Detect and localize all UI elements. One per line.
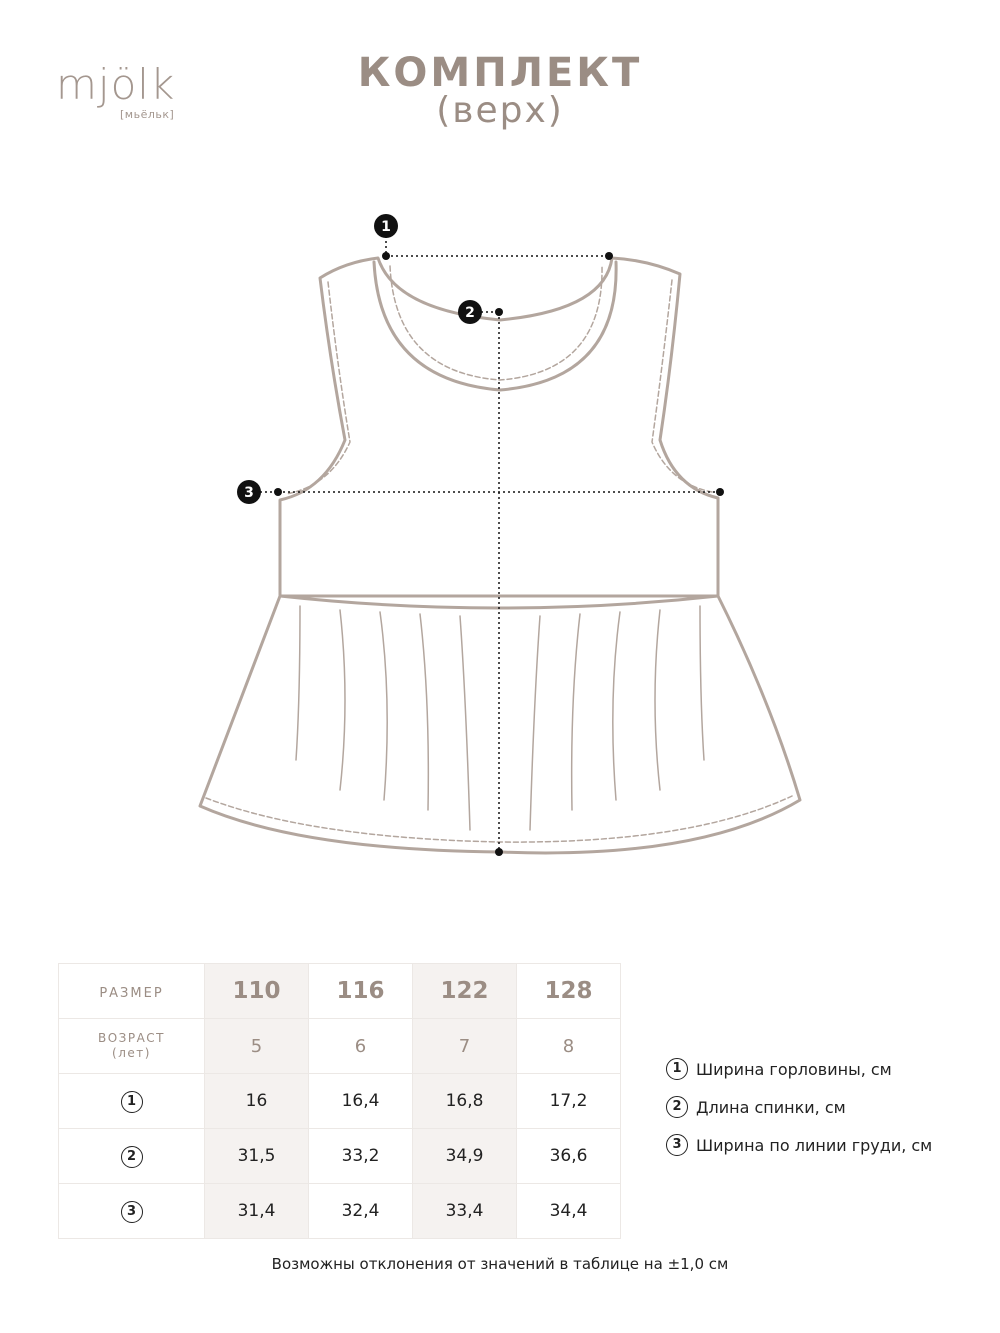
page-subtitle: (верх): [436, 90, 564, 131]
measure-value: 36,6: [549, 1146, 588, 1166]
legend-item: [666, 1050, 932, 1088]
measure-value: 31,4: [237, 1201, 276, 1221]
measure-value: 34,9: [445, 1146, 484, 1166]
value-cell: [413, 1074, 517, 1129]
value-cell: [309, 1074, 413, 1129]
table-row: [59, 1129, 621, 1184]
age-value: 8: [562, 1035, 575, 1057]
age-value: 7: [458, 1035, 471, 1057]
measure-dot: [495, 848, 503, 856]
row-number-badge: 1: [121, 1091, 143, 1113]
legend-number-badge: 3: [666, 1134, 688, 1156]
value-cell: [517, 1184, 621, 1239]
value-cell: [517, 1074, 621, 1129]
size-value: 128: [544, 978, 593, 1004]
legend-text: Ширина по линии груди, см: [696, 1135, 933, 1155]
measure-value: 32,4: [341, 1201, 380, 1221]
logo-subtitle: [мьёльк]: [120, 108, 175, 121]
row-number-cell: [59, 1129, 205, 1184]
measure-dot: [605, 252, 613, 260]
badge-2-label: 2: [465, 305, 475, 321]
badge-3-label: 3: [244, 485, 254, 501]
age-value: 5: [250, 1035, 263, 1057]
measurement-legend: [666, 1050, 932, 1164]
value-cell: [413, 1184, 517, 1239]
row-number-badge: 3: [121, 1201, 143, 1223]
table-row: [59, 1184, 621, 1239]
value-cell: [205, 1184, 309, 1239]
legend-item: [666, 1088, 932, 1126]
value-cell: [205, 1129, 309, 1184]
badge-1: [374, 214, 398, 238]
age-cell: [413, 1019, 517, 1074]
legend-number-badge: 2: [666, 1096, 688, 1118]
measure-value: 34,4: [549, 1201, 588, 1221]
age-unit: (лет): [112, 1046, 151, 1060]
measure-value: 16,8: [445, 1091, 484, 1111]
badge-3: [237, 480, 261, 504]
size-value: 110: [232, 978, 281, 1004]
skirt-outline: [200, 596, 800, 853]
value-cell: [205, 1074, 309, 1129]
size-cell: [517, 964, 621, 1019]
legend-text: Ширина горловины, см: [696, 1059, 892, 1079]
page-title: КОМПЛЕКТ: [357, 50, 643, 96]
neck-binding: [374, 262, 616, 390]
measure-dot: [495, 308, 503, 316]
size-value: 122: [440, 978, 489, 1004]
measure-value: 33,2: [341, 1146, 380, 1166]
measure-value: 16: [245, 1091, 268, 1111]
garment-diagram: [0, 200, 1000, 880]
size-label: РАЗМЕР: [99, 985, 164, 1001]
legend-item: [666, 1126, 932, 1164]
row-number-cell: [59, 1074, 205, 1129]
measure-value: 17,2: [549, 1091, 588, 1111]
tolerance-note: Возможны отклонения от значений в таблице на ±1,0 см: [271, 1255, 729, 1273]
row-number-cell: [59, 1184, 205, 1239]
size-label-cell: [59, 964, 205, 1019]
table-row: [59, 1074, 621, 1129]
size-cell: [309, 964, 413, 1019]
value-cell: [413, 1129, 517, 1184]
measure-value: 33,4: [445, 1201, 484, 1221]
value-cell: [309, 1129, 413, 1184]
measure-dot: [382, 252, 390, 260]
measure-dot: [716, 488, 724, 496]
value-cell: [517, 1129, 621, 1184]
age-cell: [309, 1019, 413, 1074]
age-cell: [205, 1019, 309, 1074]
armhole-right: [652, 280, 712, 492]
measure-value: 31,5: [237, 1146, 276, 1166]
age-label: ВОЗРАСТ: [97, 1031, 166, 1045]
age-value: 6: [354, 1035, 367, 1057]
size-cell: [205, 964, 309, 1019]
logo-word: mjölk: [56, 60, 176, 109]
row-number-badge: 2: [121, 1146, 143, 1168]
badge-2: [458, 300, 482, 324]
badge-1-label: 1: [381, 219, 391, 235]
legend-text: Длина спинки, см: [696, 1097, 846, 1117]
age-label-cell: [59, 1019, 205, 1074]
age-cell: [517, 1019, 621, 1074]
table-row-age: [59, 1019, 621, 1074]
size-cell: [413, 964, 517, 1019]
table-row-size: [59, 964, 621, 1019]
measure-dot: [274, 488, 282, 496]
armhole-left: [286, 282, 350, 494]
value-cell: [309, 1184, 413, 1239]
size-value: 116: [336, 978, 385, 1004]
legend-number-badge: 1: [666, 1058, 688, 1080]
measure-value: 16,4: [341, 1091, 380, 1111]
size-table: [58, 963, 621, 1239]
